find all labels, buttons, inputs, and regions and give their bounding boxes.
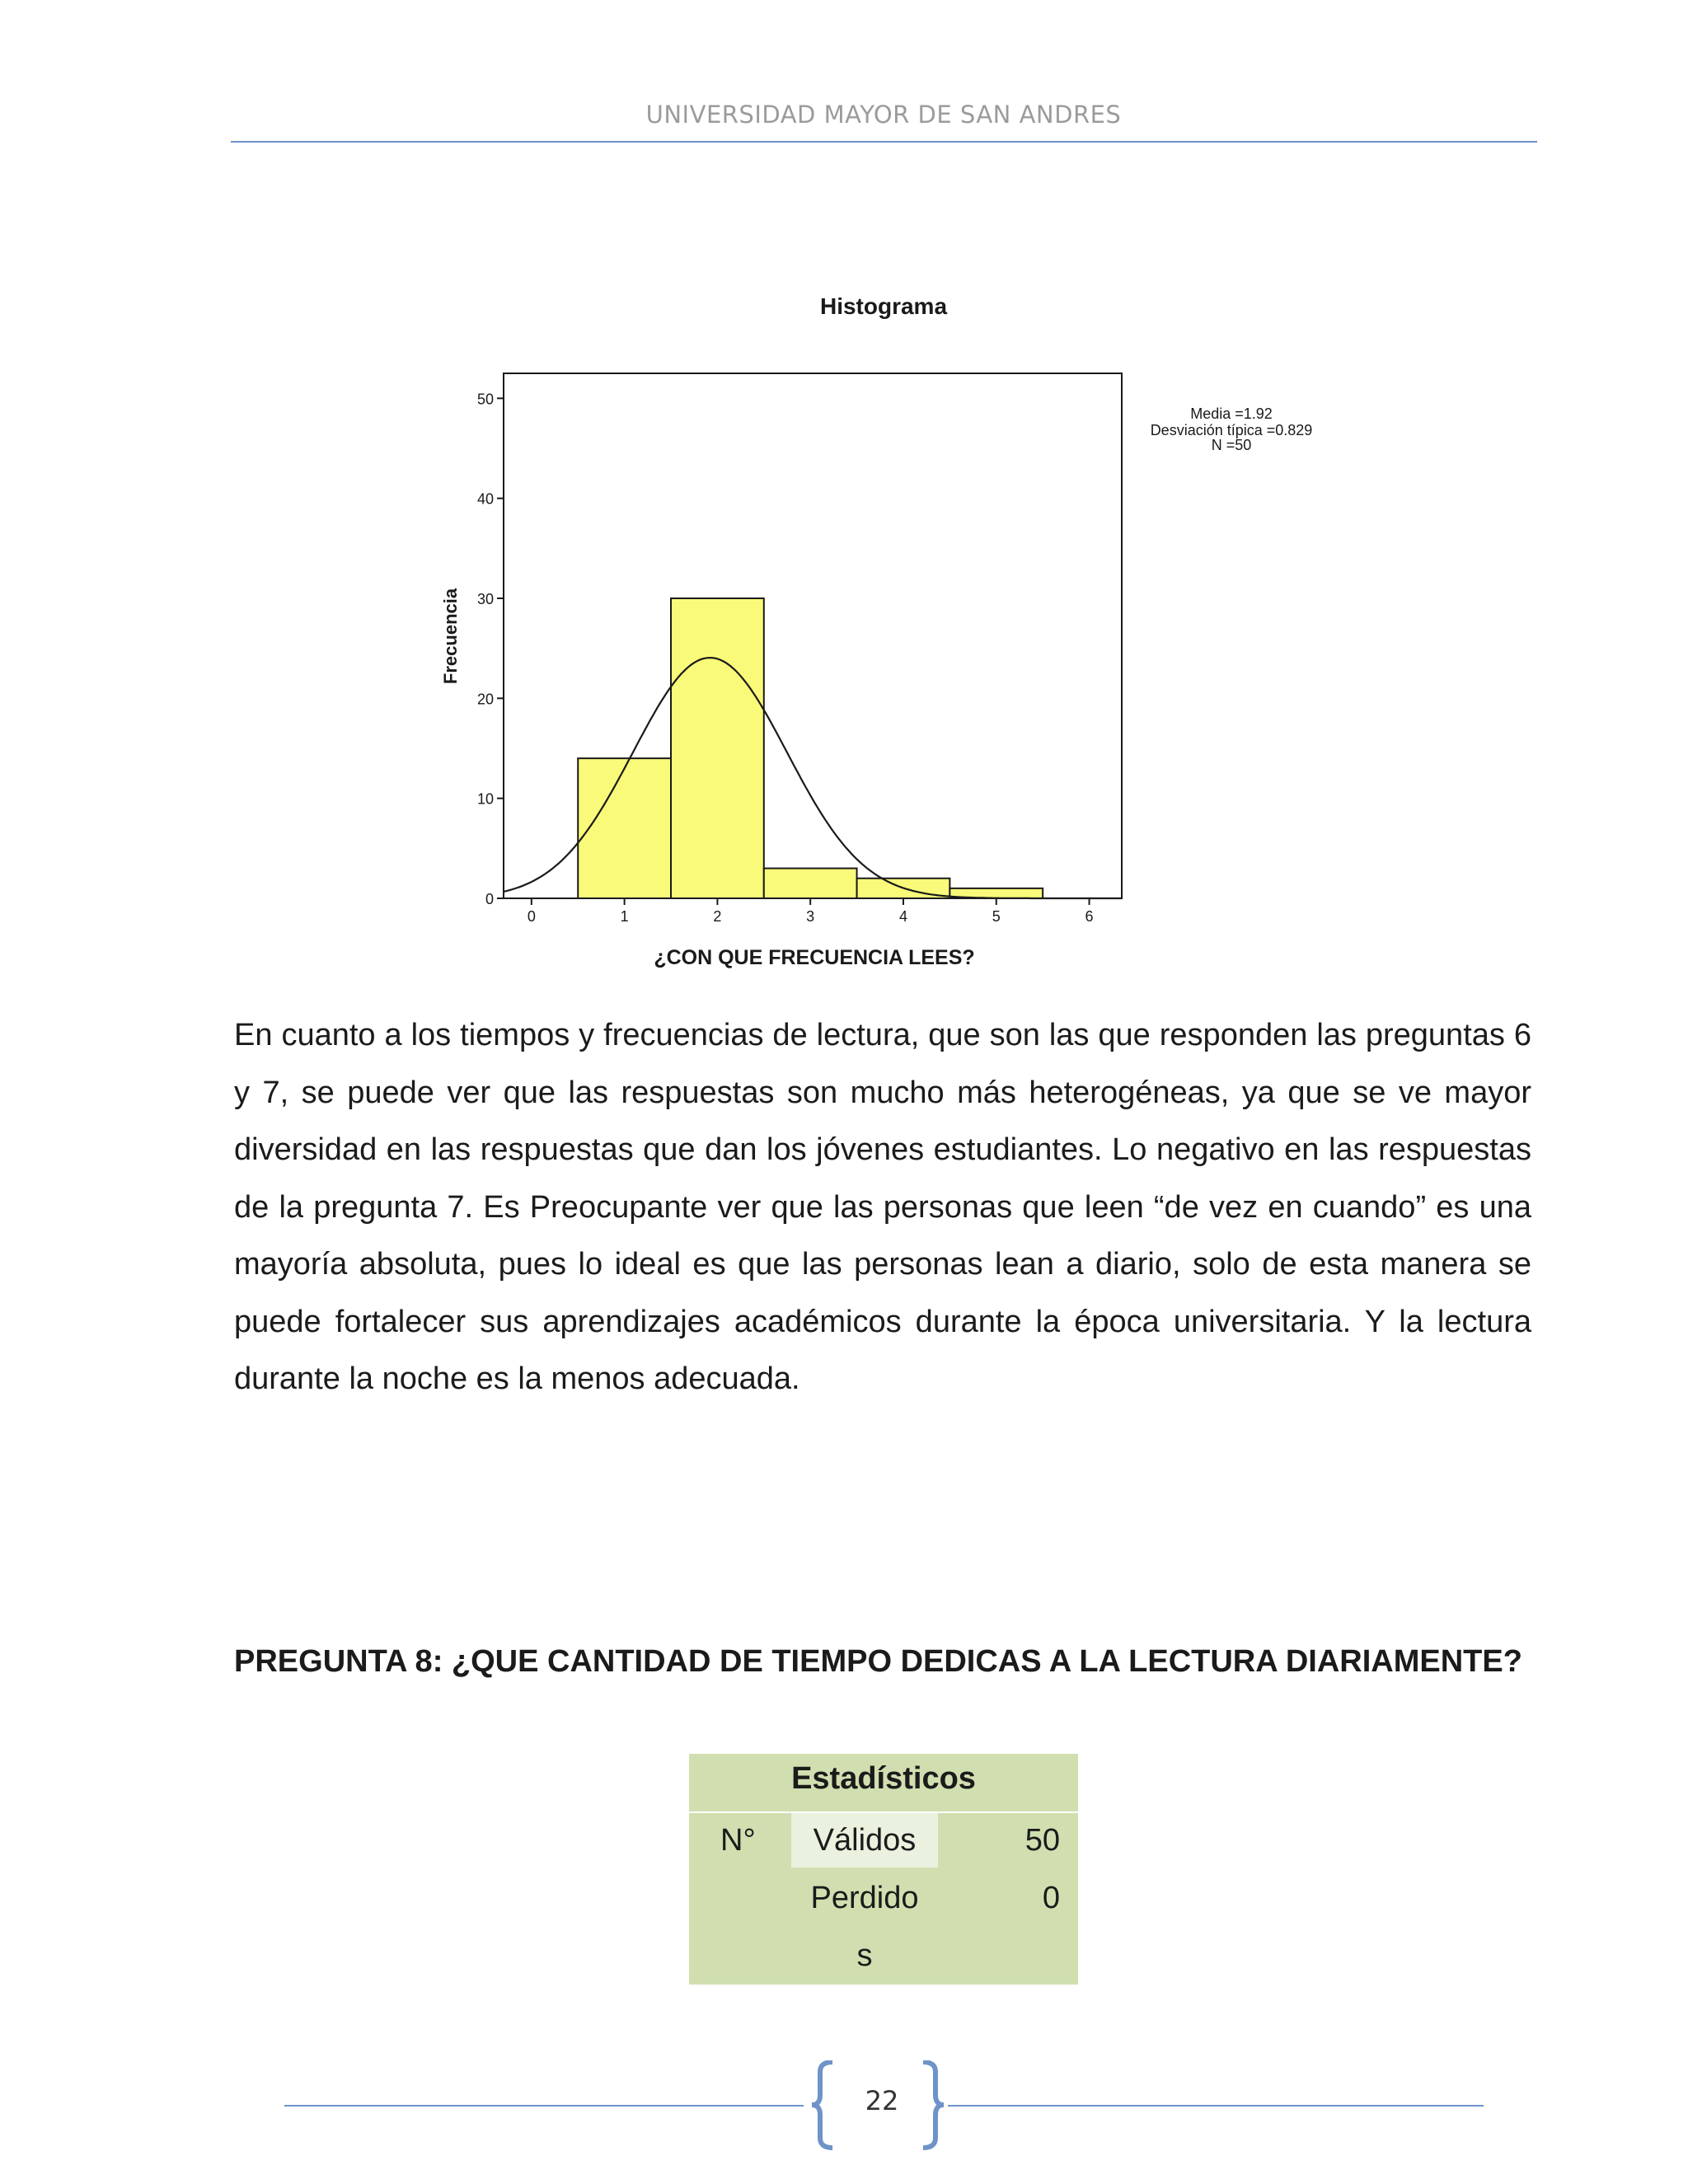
right-brace-icon (923, 2062, 944, 2148)
lost-value: 0 (1042, 1881, 1060, 1915)
x-tick-label: 2 (713, 908, 722, 925)
x-tick-label: 6 (1085, 908, 1094, 925)
x-tick-label: 5 (992, 908, 1001, 925)
x-tick-label: 0 (527, 908, 536, 925)
histogram-bar (764, 869, 857, 898)
question-heading: PREGUNTA 8: ¿QUE CANTIDAD DE TIEMPO DEDICAS A LA LECTURA DIARIAMENTE? (234, 1644, 1522, 1679)
x-axis-label: ¿CON QUE FRECUENCIA LEES? (654, 946, 975, 969)
x-tick-label: 4 (898, 908, 907, 925)
x-tick-label: 1 (620, 908, 629, 925)
page-number: 22 (865, 2085, 899, 2116)
histogram-bar (671, 598, 764, 898)
x-tick-label: 3 (806, 908, 815, 925)
lost-label (791, 1869, 938, 1985)
statistics-table-title: Estadísticos (791, 1761, 976, 1796)
statistics-table (689, 1754, 1078, 1985)
lost-label-line2: s (856, 1938, 873, 1973)
y-axis-label: Frecuencia (440, 588, 461, 685)
chart-title: Histograma (819, 293, 948, 319)
footer-rule-left (284, 2105, 804, 2107)
y-tick-label: 30 (476, 591, 494, 607)
header-rule (231, 141, 1537, 143)
stat-n: N =50 (1211, 437, 1252, 453)
plot-layer (477, 391, 1122, 925)
histogram-bar (578, 758, 671, 898)
stat-sd: Desviación típica =0.829 (1150, 422, 1313, 438)
y-tick-label: 10 (476, 790, 494, 808)
y-tick-label: 50 (476, 391, 494, 408)
histogram-chart (429, 290, 1343, 982)
y-tick-label: 20 (476, 691, 494, 708)
lost-label-line1: Perdido (810, 1881, 919, 1915)
footer-rule-right (948, 2105, 1484, 2107)
page-header-title: UNIVERSIDAD MAYOR DE SAN ANDRES (645, 101, 1122, 129)
valid-value: 50 (1025, 1823, 1060, 1858)
y-tick-label: 40 (476, 490, 494, 508)
stat-mean: Media =1.92 (1190, 405, 1273, 422)
n-label: N° (720, 1823, 756, 1858)
body-paragraph: En cuanto a los tiempos y frecuencias de lectura, que son las que responden las preguntas 6 y 7, se puede ver que las respuestas son mucho más heterogéneas, ya que se ve mayor diversidad en las respuestas que dan los jóvenes estudiantes. Lo negativo en las respuestas de la pregunta 7. Es Preocupante ver que las personas que leen “de vez en cuando” es una mayoría absoluta, pues lo ideal es que las personas lean a diario, solo de esta manera se puede fortalecer sus aprendizajes académicos durante la época universitaria. Y la lectura durante la noche es la menos adecuada. (234, 1018, 1531, 1396)
left-brace-icon (812, 2062, 832, 2148)
y-tick-label: 0 (485, 891, 494, 907)
histogram-svg (429, 290, 1343, 982)
valid-label: Válidos (791, 1813, 938, 1868)
